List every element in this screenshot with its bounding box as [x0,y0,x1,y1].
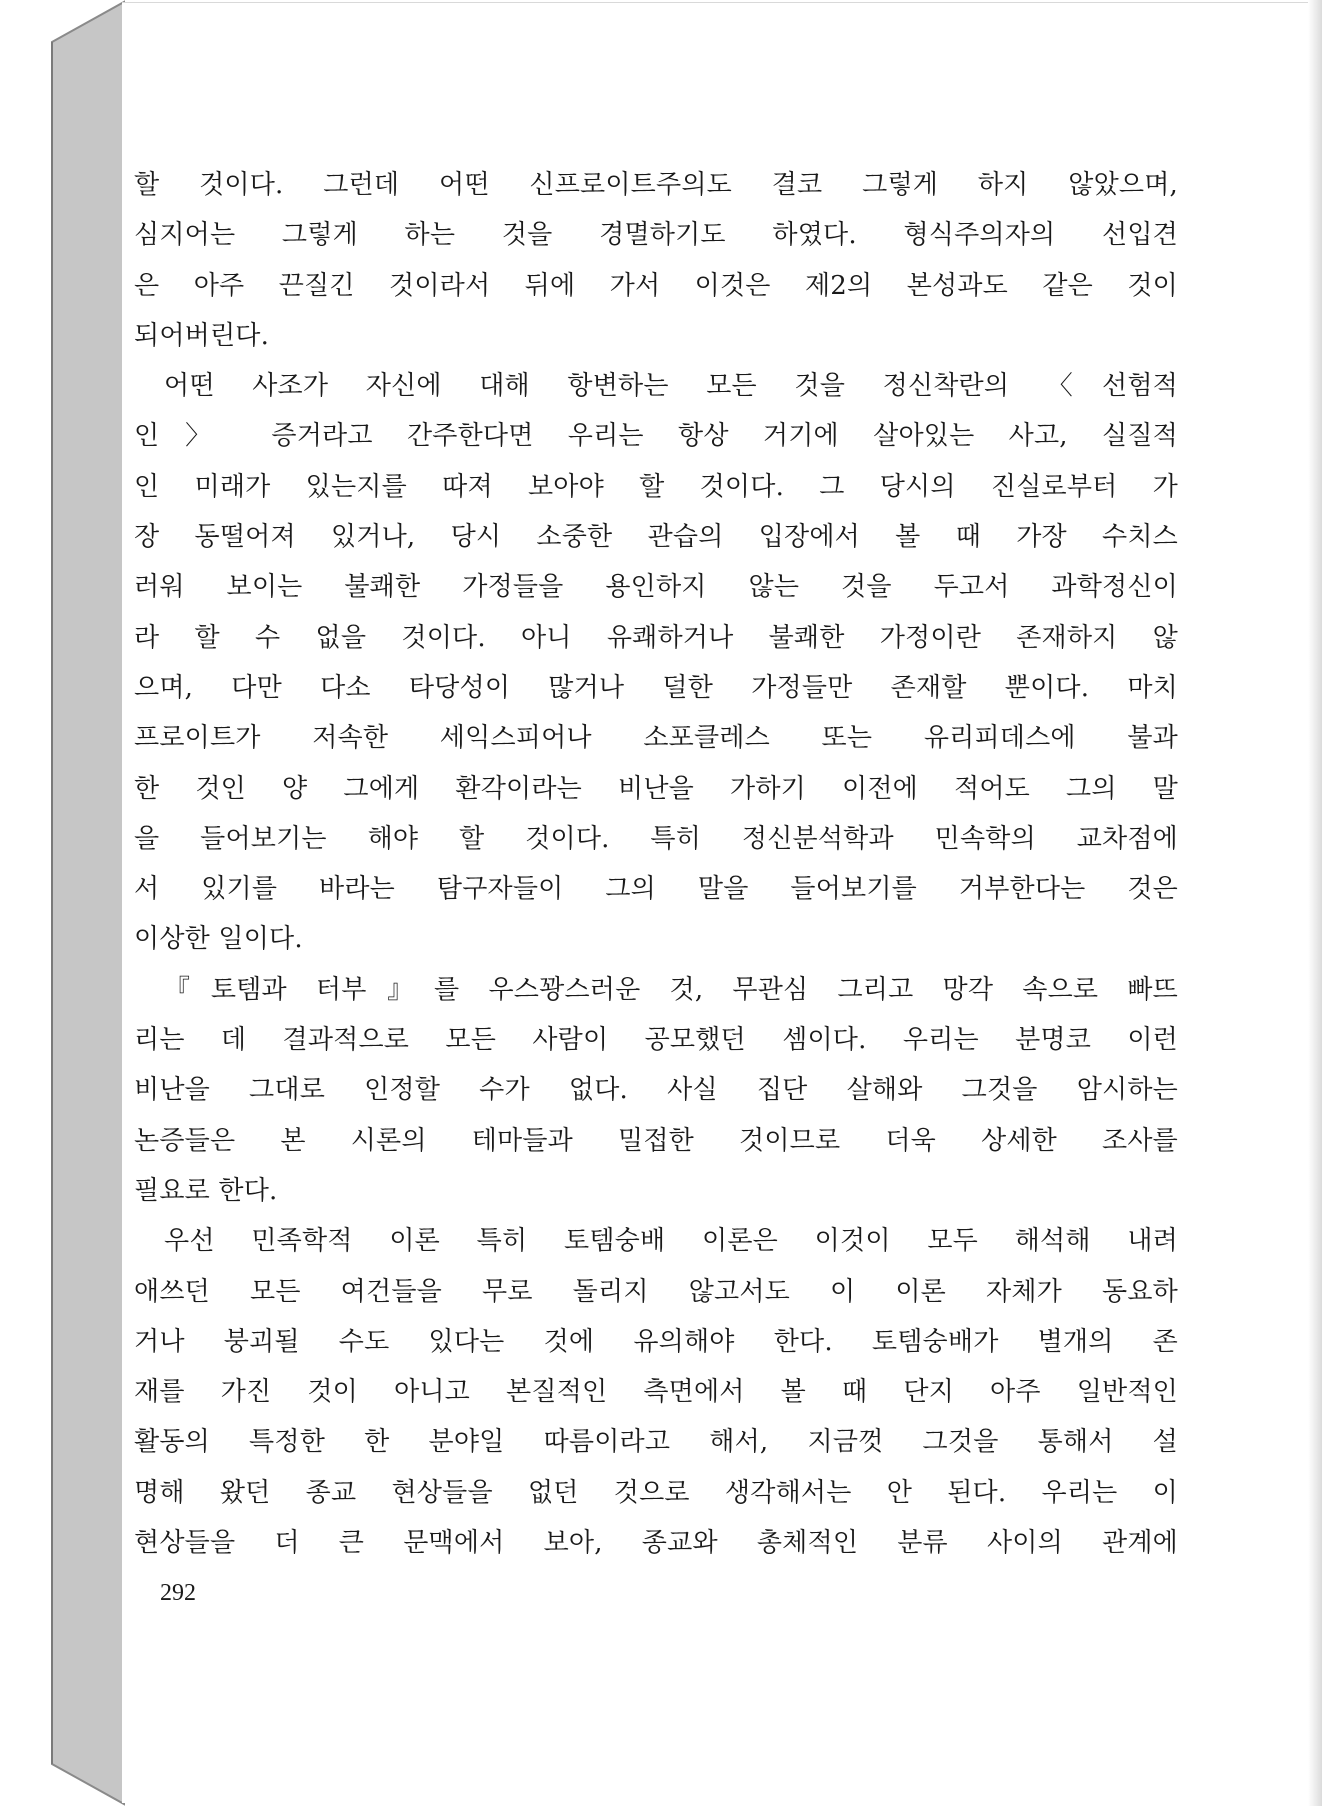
text-line: 심지어는 그렇게 하는 것을 경멸하기도 하였다. 형식주의자의 선입견 [134,220,1178,251]
text-line: 라 할 수 없을 것이다. 아니 유쾌하거나 불쾌한 가정이란 존재하지 않 [134,622,1178,653]
text-line: 한 것인 양 그에게 환각이라는 비난을 가하기 이전에 적어도 그의 말 [134,773,1178,804]
text-line: 비난을 그대로 인정할 수가 없다. 사실 집단 살해와 그것을 암시하는 [134,1075,1178,1106]
text-line: 프로이트가 저속한 세익스피어나 소포클레스 또는 유리피데스에 불과 [134,723,1178,754]
page-edge-shadow [1308,0,1322,1806]
text-line: 인〉 증거라고 간주한다면 우리는 항상 거기에 살아있는 사고, 실질적 [134,421,1178,452]
text-line: 서 있기를 바라는 탐구자들이 그의 말을 들어보기를 거부한다는 것은 [134,874,1178,905]
text-line: 애쓰던 모든 여건들을 무로 돌리지 않고서도 이 이론 자체가 동요하 [134,1276,1178,1307]
text-line: 러워 보이는 불쾌한 가정들을 용인하지 않는 것을 두고서 과학정신이 [134,572,1178,603]
text-line: 명해 왔던 종교 현상들을 없던 것으로 생각해서는 안 된다. 우리는 이 [134,1477,1178,1508]
text-line: 어떤 사조가 자신에 대해 항변하는 모든 것을 정신착란의 〈선험적 [164,371,1178,402]
book-spine [0,0,130,1806]
text-line: 이상한 일이다. [134,924,303,955]
text-line: 거나 붕괴될 수도 있다는 것에 유의해야 한다. 토템숭배가 별개의 존 [134,1326,1178,1357]
text-line: 으며, 다만 다소 타당성이 많거나 덜한 가정들만 존재할 뿐이다. 마치 [134,672,1178,703]
text-line: 필요로 한다. [134,1175,278,1206]
text-line: 재를 가진 것이 아니고 본질적인 측면에서 볼 때 단지 아주 일반적인 [134,1377,1178,1408]
text-line: 할 것이다. 그런데 어떤 신프로이트주의도 결코 그렇게 하지 않았으며, [134,170,1178,200]
text-line: 은 아주 끈질긴 것이라서 뒤에 가서 이것은 제2의 본성과도 같은 것이 [134,270,1178,301]
text-line: 리는 데 결과적으로 모든 사람이 공모했던 셈이다. 우리는 분명코 이런 [134,1025,1178,1056]
text-line: 을 들어보기는 해야 할 것이다. 특히 정신분석학과 민속학의 교차점에 [134,823,1178,854]
text-line: 활동의 특정한 한 분야일 따름이라고 해서, 지금껏 그것을 통해서 설 [134,1427,1178,1458]
page-body-text [134,160,1178,1568]
text-line: 논증들은 본 시론의 테마들과 밀접한 것이므로 더욱 상세한 조사를 [134,1125,1178,1156]
text-line: 장 동떨어져 있거나, 당시 소중한 관습의 입장에서 볼 때 가장 수치스 [134,522,1178,553]
text-line: 현상들을 더 큰 문맥에서 보아, 종교와 총체적인 분류 사이의 관계에 [134,1528,1178,1559]
text-line: 『토템과 터부』를 우스꽝스러운 것, 무관심 그리고 망각 속으로 빠뜨 [164,974,1178,1005]
text-line: 되어버린다. [134,320,270,351]
page-number: 292 [160,1580,196,1606]
text-line: 우선 민족학적 이론 특히 토템숭배 이론은 이것이 모두 해석해 내려 [164,1226,1178,1257]
text-line: 인 미래가 있는지를 따져 보아야 할 것이다. 그 당시의 진실로부터 가 [134,471,1178,502]
